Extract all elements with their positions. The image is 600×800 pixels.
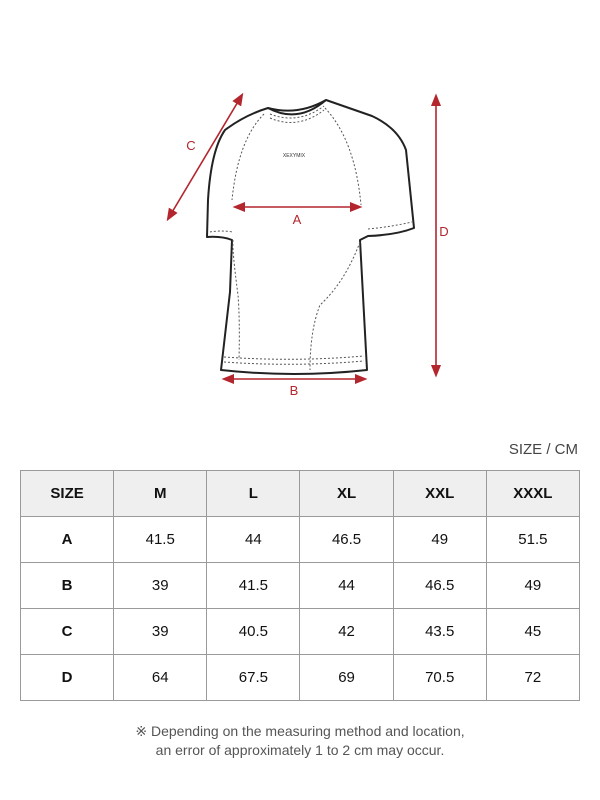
table-cell: 51.5 (486, 517, 579, 563)
table-cell: 44 (300, 563, 393, 609)
table-cell: 41.5 (207, 563, 300, 609)
table-row (21, 563, 580, 609)
table-cell: 70.5 (393, 655, 486, 701)
table-row (21, 609, 580, 655)
label-a: A (292, 212, 302, 227)
header-cell: XXL (393, 471, 486, 517)
note-line-2: an error of approximately 1 to 2 cm may occur. (155, 742, 445, 758)
table-cell: 49 (393, 517, 486, 563)
table-row (21, 517, 580, 563)
row-label: C (21, 609, 114, 655)
header-cell: L (207, 471, 300, 517)
row-label: D (21, 655, 114, 701)
table-cell: 45 (486, 609, 579, 655)
table-cell: 49 (486, 563, 579, 609)
table-cell: 43.5 (393, 609, 486, 655)
tshirt-body-outline (207, 100, 414, 374)
brand-logo: XEXYMIX (282, 153, 306, 159)
table-cell: 72 (486, 655, 579, 701)
table-header-row (21, 471, 580, 517)
row-label: B (21, 563, 114, 609)
header-cell: XL (300, 471, 393, 517)
table-cell: 41.5 (114, 517, 207, 563)
table-cell: 39 (114, 563, 207, 609)
table-cell: 44 (207, 517, 300, 563)
table-cell: 39 (114, 609, 207, 655)
label-c: C (186, 138, 196, 153)
row-label: A (21, 517, 114, 563)
note-line-1: ※ Depending on the measuring method and location, (135, 723, 465, 739)
table-cell: 64 (114, 655, 207, 701)
tshirt-illustration (207, 100, 414, 374)
table-cell: 42 (300, 609, 393, 655)
table-cell: 40.5 (207, 609, 300, 655)
label-d: D (439, 224, 449, 239)
table-row (21, 655, 580, 701)
header-cell: XXXL (486, 471, 579, 517)
label-b: B (289, 383, 299, 398)
header-cell: M (114, 471, 207, 517)
table-cell: 67.5 (207, 655, 300, 701)
header-cell: SIZE (21, 471, 114, 517)
table-cell: 46.5 (300, 517, 393, 563)
table-cell: 69 (300, 655, 393, 701)
measurement-note (0, 722, 600, 760)
size-table (20, 470, 580, 701)
table-cell: 46.5 (393, 563, 486, 609)
unit-label: SIZE / CM (508, 441, 578, 458)
